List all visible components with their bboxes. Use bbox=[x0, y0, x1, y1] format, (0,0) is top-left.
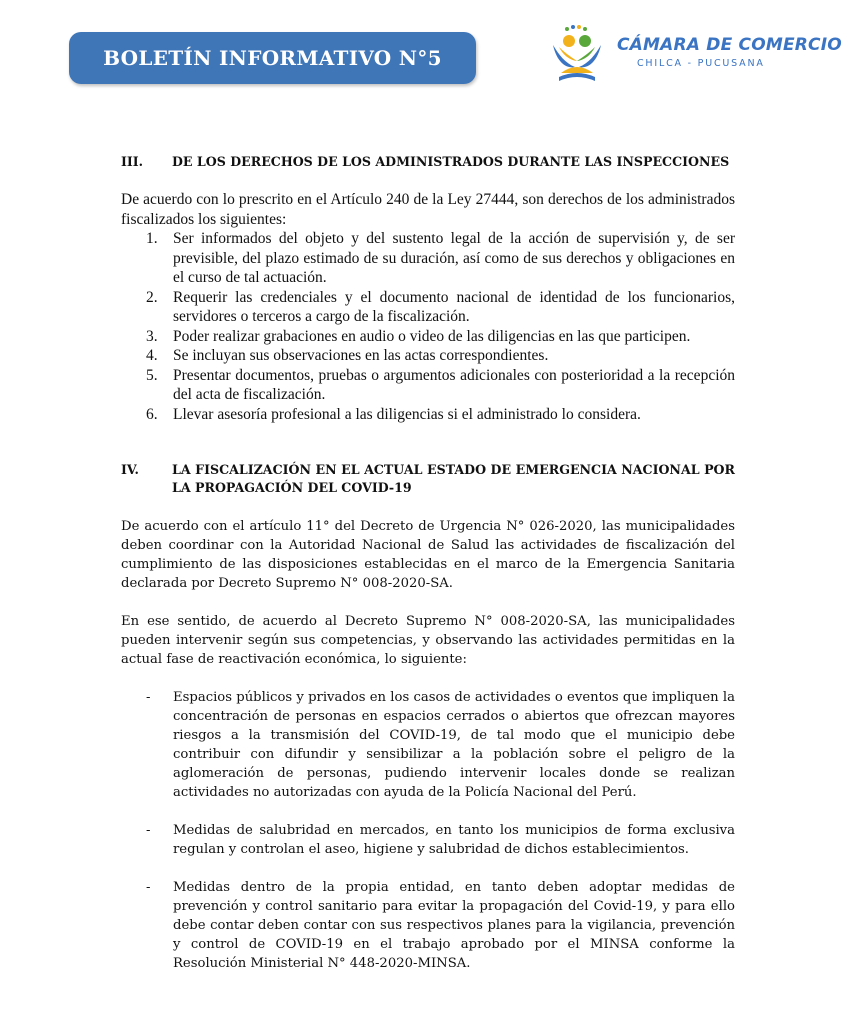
bulletin-title: BOLETÍN INFORMATIVO N°5 bbox=[103, 46, 442, 70]
section-heading-iv bbox=[121, 461, 735, 497]
list-item: 5. Presentar documentos, pruebas o argumentos adicionales con posterioridad a la recepción del acta de fiscalización. bbox=[146, 366, 735, 403]
list-item: 6. Llevar asesoría profesional a las diligencias si el administrado lo considera. bbox=[146, 405, 641, 423]
list-item: - Espacios públicos y privados en los casos de actividades o eventos que impliquen la concentración de personas en espacios cerrados o abiertos que ofrezcan mayores riesgos a la transmisión del COVID-19, de tal modo que el municipio debe contribuir con difundir y sensibilizar a la población sobre el peligro de la aglomeración de personas, pudiendo intervenir locales donde se realizan actividades no autorizadas con ayuda de la Policía Nacional del Perú. bbox=[146, 690, 735, 800]
rights-list bbox=[121, 229, 735, 424]
list-item: - Medidas dentro de la propia entidad, en tanto deben adoptar medidas de prevención y control sanitario para evitar la propagación del Covid-19, y para ello debe contar deben contar con sus respectivos planes para la vigilancia, prevención y control de COVID-19 en el trabajo aprobado por el MINSA conforme la Resolución Ministerial N° 448-2020-MINSA. bbox=[146, 880, 735, 971]
list-item: 1. Ser informados del objeto y del sustento legal de la acción de supervisión y, de ser previsible, del plazo estimado de su duración, así como de sus derechos y obligaciones en el curso de tal actuación. bbox=[146, 230, 735, 286]
document-body bbox=[121, 153, 735, 992]
section-title: LA FISCALIZACIÓN EN EL ACTUAL ESTADO DE EMERGENCIA NACIONAL POR LA PROPAGACIÓN DEL COVID-19 bbox=[172, 462, 735, 495]
section-intro: De acuerdo con lo prescrito en el Artículo 240 de la Ley 27444, son derechos de los administrados fiscalizados los siguientes: bbox=[121, 191, 735, 228]
paragraph: En ese sentido, de acuerdo al Decreto Supremo N° 008-2020-SA, las municipalidades pueden intervenir según sus competencias, y observando las actividades permitidas en la actual fase de reactivación económica, lo siguiente: bbox=[121, 614, 735, 667]
list-item: 3. Poder realizar grabaciones en audio o video de las diligencias en las que participen. bbox=[146, 327, 691, 345]
section-title: DE LOS DERECHOS DE LOS ADMINISTRADOS DURANTE LAS INSPECCIONES bbox=[172, 154, 730, 169]
logo-subtitle: CHILCA - PUCUSANA bbox=[637, 58, 765, 69]
section-number: III. bbox=[121, 154, 144, 169]
chamber-emblem-icon bbox=[545, 23, 609, 87]
list-item: - Medidas de salubridad en mercados, en tanto los municipios de forma exclusiva regulan y controlan el aseo, higiene y salubridad de dichos establecimientos. bbox=[146, 823, 735, 857]
paragraph: De acuerdo con el artículo 11° del Decreto de Urgencia N° 026-2020, las municipalidades deben coordinar con la Autoridad Nacional de Salud las actividades de fiscalización del cumplimiento de las disposiciones establecidas en el marco de la Emergencia Sanitaria declarada por Decreto Supremo N° 008-2020-SA. bbox=[121, 519, 735, 591]
section-number: IV. bbox=[121, 462, 139, 477]
list-item: 4. Se incluyan sus observaciones en las actas correspondientes. bbox=[146, 347, 549, 364]
logo-name: CÁMARA DE COMERCIO bbox=[617, 35, 842, 55]
list-item: 2. Requerir las credenciales y el documento nacional de identidad de los funcionarios, servidores o terceros a cargo de la fiscalización. bbox=[146, 288, 735, 325]
section-heading-iii bbox=[121, 153, 735, 171]
chamber-logo bbox=[545, 23, 842, 87]
bulletin-title-banner bbox=[69, 32, 476, 84]
measures-list bbox=[121, 688, 735, 973]
